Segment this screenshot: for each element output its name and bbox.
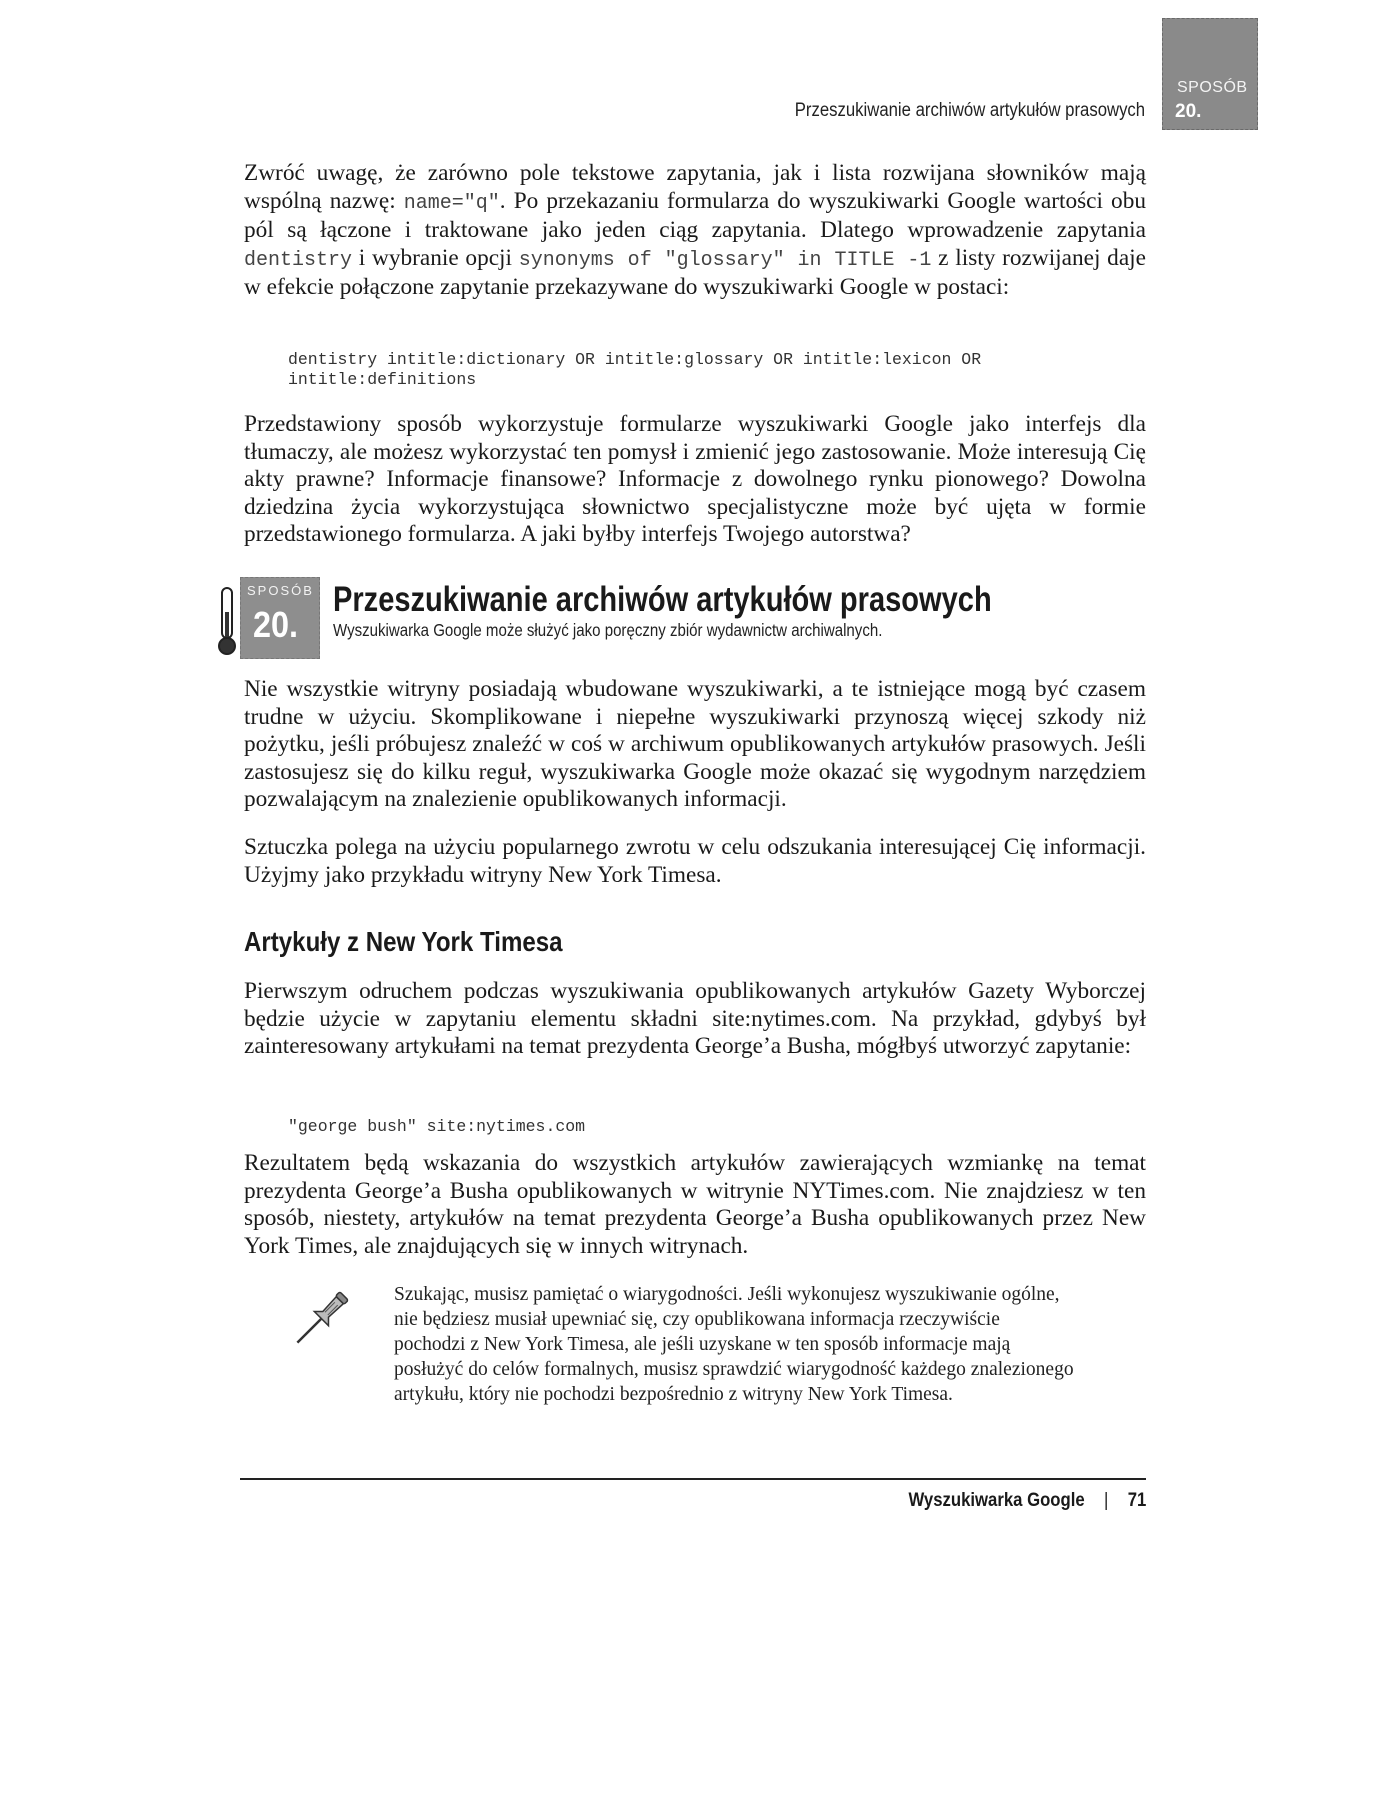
hack-badge-label: SPOSÓB bbox=[247, 583, 314, 598]
text: z listy rozwijanej daje w efekcie połączone zapytanie przekazywane do wyszukiwarki Google w postaci: bbox=[244, 244, 1146, 300]
inline-code: name="q" bbox=[403, 191, 500, 215]
paragraph-text: Sztuczka polega na użyciu popularnego zwrotu w celu odszukania interesującej Cię informacji. Użyjmy jako przykładu witryny New York Timesa. bbox=[244, 834, 1146, 888]
paragraph-6 bbox=[244, 1150, 1146, 1260]
hack-badge bbox=[240, 577, 320, 659]
page-footer bbox=[908, 1490, 1146, 1512]
thumb-tab-label: SPOSÓB bbox=[1177, 79, 1248, 96]
code-line: dentistry intitle:dictionary OR intitle:glossary OR intitle:lexicon OR bbox=[288, 350, 982, 369]
code-block bbox=[288, 350, 981, 390]
text: i wybranie opcji bbox=[352, 244, 519, 271]
paragraph-text: Przedstawiony sposób wykorzystuje formularze wyszukiwarki Google jako interfejs dla tłumaczy, ale możesz wykorzystać ten pomysł i zmienić jego zastosowanie. Może interesują Cię akty prawne? Informacje finansowe? Informacje z dowolnego rynku pionowego? Dowolna dziedzina życia wykorzystująca słownictwo specjalistyczne może być ujęta w formie przedstawionego formularza. A jaki byłby interfejs Twojego autorstwa? bbox=[244, 411, 1146, 547]
paragraph-4 bbox=[244, 834, 1146, 889]
thumb-tab-number: 20. bbox=[1175, 101, 1202, 122]
code-block: "george bush" site:nytimes.com bbox=[288, 1117, 586, 1136]
paragraph-5 bbox=[244, 978, 1146, 1061]
hack-title: Przeszukiwanie archiwów artykułów prasowych bbox=[333, 580, 992, 619]
running-head: Przeszukiwanie archiwów artykułów prasowych bbox=[794, 100, 1145, 121]
inline-code: synonyms of "glossary" in TITLE -1 bbox=[518, 248, 932, 272]
paragraph-text: Rezultatem będą wskazania do wszystkich artykułów zawierających wzmiankę na temat prezydenta George’a Busha opublikowanych w witrynie NYTimes.com. Nie znajdziesz w ten sposób, niestety, artykułów na temat prezydenta George’a Busha opublikowanych przez New York Times, ale znajdujących się w innych witrynach. bbox=[244, 1150, 1146, 1259]
thumb-tab bbox=[1162, 18, 1258, 130]
footer-separator: | bbox=[1103, 1490, 1109, 1511]
paragraph-2 bbox=[244, 411, 1146, 549]
note-text: Szukając, musisz pamiętać o wiarygodności. Jeśli wykonujesz wyszukiwanie ogólne, nie będziesz musiał upewniać się, czy opublikowana informacja rzeczywiście pochodzi z New York Timesa, ale jeśli uzyskane w ten sposób informacje mają posłużyć do celów formalnych, musisz sprawdzić wiarygodność każdego znalezionego artykułu, który nie pochodzi bezpośrednio z witryny New York Timesa. bbox=[394, 1284, 1074, 1405]
page-number: 71 bbox=[1127, 1490, 1146, 1511]
text: Zwróć uwagę, że zarówno pole tekstowe zapytania, jak i lista rozwijana słowników mają wspólną nazwę: bbox=[244, 160, 1146, 214]
footer-book-title: Wyszukiwarka Google bbox=[908, 1490, 1085, 1511]
text: . Po przekazaniu formularza do wyszukiwarki Google wartości obu pól są łączone i traktowane jako jeden ciąg zapytania. Dlatego wprowadzenie zapytania bbox=[244, 187, 1146, 243]
hack-badge-number: 20. bbox=[253, 604, 299, 645]
footer-rule bbox=[240, 1478, 1146, 1480]
paragraph-3 bbox=[244, 676, 1146, 814]
section-heading: Artykuły z New York Timesa bbox=[244, 926, 563, 957]
pushpin-icon bbox=[284, 1284, 356, 1356]
paragraph-1 bbox=[244, 160, 1146, 302]
thermometer-icon bbox=[216, 586, 238, 656]
inline-code: dentistry bbox=[244, 248, 353, 272]
paragraph-text: Nie wszystkie witryny posiadają wbudowane wyszukiwarki, a te istniejące mogą być czasem trudne w użyciu. Skomplikowane i niepełne wyszukiwarki przynoszą więcej szkody niż pożytku, jeśli próbujesz znaleźć w coś w archiwum opublikowanych artykułów prasowych. Jeśli zastosujesz się do kilku reguł, wyszukiwarka Google może okazać się wygodnym narzędziem pozwalającym na znalezienie opublikowanych informacji. bbox=[244, 676, 1146, 812]
code-line: intitle:definitions bbox=[288, 370, 477, 389]
paragraph-text: Pierwszym odruchem podczas wyszukiwania opublikowanych artykułów Gazety Wyborczej będzie użycie w zapytaniu elementu składni site:nytimes.com. Na przykład, gdybyś był zainteresowany artykułami na temat prezydenta George’a Busha, mógłbyś utworzyć zapytanie: bbox=[244, 978, 1146, 1059]
hack-subtitle: Wyszukiwarka Google może służyć jako poręczny zbiór wydawnictw archiwalnych. bbox=[333, 620, 883, 640]
